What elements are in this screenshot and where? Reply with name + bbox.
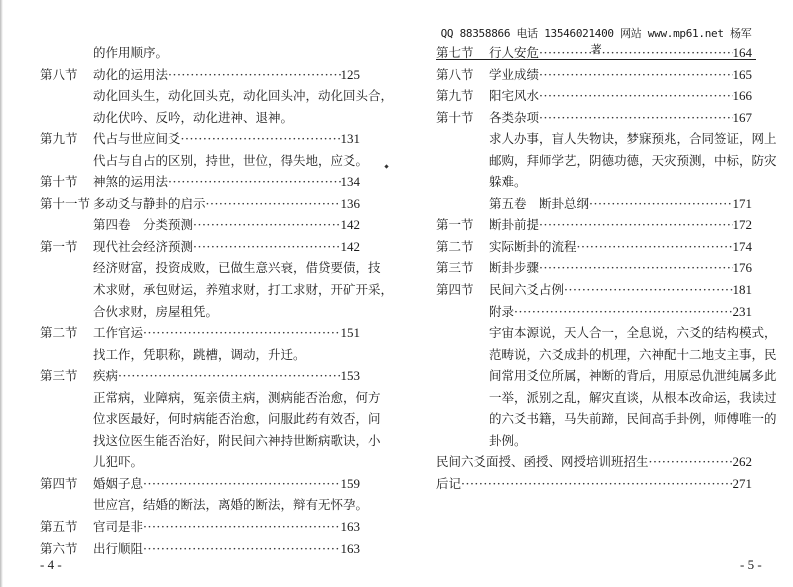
entry-description: 的六爻书籍，马失前蹄，民间高手卦例，师傅唯一的 (489, 411, 777, 427)
toc-entry[interactable] (436, 107, 752, 129)
entry-title: 第五卷 断卦总纲 (489, 195, 590, 211)
dot-leader (461, 473, 732, 495)
dot-leader (143, 516, 340, 538)
toc-entry[interactable] (436, 301, 752, 323)
entry-page-number: 131 (340, 131, 360, 147)
entry-page-number: 151 (340, 325, 360, 341)
section-label: 第六节 (40, 540, 78, 556)
entry-description: 儿犯吓。 (93, 454, 144, 470)
entry-page-number: 181 (732, 282, 752, 298)
entry-description: 世应宫，结婚的断法，离婚的断法，辩有无怀孕。 (93, 497, 369, 513)
toc-entry[interactable] (436, 64, 752, 86)
toc-list (40, 42, 394, 559)
entry-description: 邮购，拜师学艺，阴德功德，天灾预测，中标，防灾 (489, 152, 777, 168)
dot-leader (539, 257, 732, 279)
entry-description: 躲难。 (489, 174, 527, 190)
entry-title: 民间六爻占例 (489, 282, 565, 298)
toc-list (436, 42, 777, 494)
section-label: 第三节 (436, 260, 474, 276)
entry-page-number: 142 (340, 217, 360, 233)
dot-leader (589, 193, 732, 215)
entry-title: 断卦前提 (489, 217, 540, 233)
entry-description: 代占与自占的区别，持世，世位，得失地，应爻。 (93, 152, 369, 168)
entry-title: 各类杂项 (489, 109, 540, 125)
toc-entry[interactable] (40, 236, 360, 258)
entry-page-number: 231 (732, 303, 752, 319)
entry-description: 的作用顺序。 (93, 45, 169, 60)
entry-page-number: 134 (340, 174, 360, 190)
entry-title: 阳宅风水 (489, 88, 540, 104)
dot-leader (168, 171, 340, 193)
section-label: 第二节 (436, 238, 474, 254)
entry-title: 多动爻与静卦的启示 (93, 195, 206, 211)
right-page (400, 0, 793, 587)
dot-leader (193, 236, 340, 258)
entry-description: 动化回头生，动化回头克，动化回头冲，动化回头合， (93, 88, 394, 104)
entry-title: 断卦步骤 (489, 260, 540, 276)
entry-page-number: 174 (732, 238, 752, 254)
entry-title: 疾病 (93, 368, 119, 384)
entry-description: 卦例。 (489, 432, 527, 448)
entry-title: 出行顺阻 (93, 540, 144, 556)
toc-entry[interactable] (40, 538, 360, 560)
dot-leader (514, 301, 732, 323)
entry-title: 工作官运 (93, 325, 144, 341)
entry-page-number: 163 (340, 519, 360, 535)
entry-title: 后记 (436, 475, 462, 491)
entry-description: 宇宙本源说，天人合一，全息说，六爻的结构模式， (489, 325, 777, 341)
page-number: - 5 - (740, 557, 762, 572)
entry-title: 代占与世应间爻 (93, 131, 181, 147)
entry-page-number: 153 (340, 368, 360, 384)
dot-leader (539, 42, 732, 64)
section-label (40, 214, 93, 236)
section-label: 第五节 (40, 519, 78, 535)
dot-leader (564, 279, 732, 301)
entry-description: 范畴说，六爻成卦的机理，六神配十二地支主事，民 (489, 346, 777, 362)
section-label: 第一节 (40, 238, 78, 254)
entry-description: 找这位医生能否治好，附民间六神持世断病歌诀，小 (93, 432, 381, 448)
section-label (436, 301, 489, 323)
dot-leader (539, 107, 732, 129)
entry-description: 位求医最好，何时病能否治愈，问服此药有效否，问 (93, 411, 381, 427)
dot-leader (168, 64, 340, 86)
toc-entry[interactable] (40, 516, 360, 538)
toc-entry[interactable] (436, 473, 752, 495)
entry-title: 行人安危 (489, 45, 540, 60)
toc-entry[interactable] (436, 451, 752, 473)
entry-description: 一举，派别之乱，解灾直谈，从根本改命运，我读过 (489, 389, 777, 405)
entry-page-number: 125 (340, 66, 360, 82)
running-header: QQ 88358866 电话 13546021400 网站 www.mp61.net 杨军著 (436, 25, 756, 60)
entry-title: 婚姻子息 (93, 475, 144, 491)
entry-title: 附录 (489, 303, 515, 319)
toc-entry[interactable] (40, 473, 360, 495)
entry-title: 学业成绩 (489, 66, 540, 82)
toc-entry[interactable] (40, 64, 360, 86)
entry-page-number: 166 (732, 88, 752, 104)
dot-leader (181, 128, 341, 150)
entry-title: 实际断卦的流程 (489, 238, 577, 254)
section-label: 第九节 (436, 88, 474, 104)
entry-description: 间常用爻位所属，神断的背后，用原忌仇泄纯属多此 (489, 368, 777, 384)
entry-title: 官司是非 (93, 519, 144, 535)
entry-description: 合伙求财，房屋租凭。 (93, 303, 219, 319)
entry-page-number: 164 (732, 45, 752, 60)
section-label: 第二节 (40, 325, 78, 341)
section-label: 第十节 (40, 174, 78, 190)
entry-page-number: 163 (340, 540, 360, 556)
entry-page-number: 172 (732, 217, 752, 233)
toc-entry[interactable] (436, 85, 752, 107)
section-label: 第七节 (436, 45, 474, 60)
dot-leader (118, 365, 340, 387)
entry-page-number: 167 (732, 109, 752, 125)
entry-page-number: 271 (732, 475, 752, 491)
dot-leader (539, 85, 732, 107)
dot-leader (649, 451, 733, 473)
section-label: 第八节 (40, 66, 78, 82)
toc-entry[interactable] (40, 128, 360, 150)
section-label: 第四节 (40, 475, 78, 491)
section-label: 第九节 (40, 131, 78, 147)
entry-title: 动化的运用法 (93, 66, 169, 82)
entry-page-number: 142 (340, 238, 360, 254)
toc-entry[interactable] (40, 322, 360, 344)
dot-leader (206, 193, 341, 215)
entry-description: 经济财富，投资成败，已做生意兴衰，借贷要债，技 (93, 260, 381, 276)
toc-entry[interactable] (40, 214, 360, 236)
page-edge-shadow (0, 0, 3, 587)
toc-entry[interactable] (436, 236, 752, 258)
dot-leader (577, 236, 733, 258)
dot-leader (539, 214, 732, 236)
dot-leader (193, 214, 340, 236)
toc-entry[interactable] (40, 171, 360, 193)
entry-description: 正常病，业障病，冤亲债主病，测病能否治愈，何方 (93, 389, 381, 405)
toc-entry[interactable] (40, 193, 360, 215)
entry-title: 民间六爻面授、函授、网授培训班招生 (436, 454, 649, 470)
section-label: 第十一节 (40, 195, 91, 211)
toc-entry[interactable] (436, 193, 752, 215)
entry-description: 找工作，凭职称，跳槽，调动，升迁。 (93, 346, 306, 362)
entry-title: 第四卷 分类预测 (93, 217, 194, 233)
section-label: 第十节 (436, 109, 474, 125)
section-label: 第八节 (436, 66, 474, 82)
entry-description: 动化伏吟、反吟，动化进神、退神。 (93, 109, 294, 125)
entry-page-number: 159 (340, 475, 360, 491)
toc-entry[interactable] (436, 279, 752, 301)
section-label: 第一节 (436, 217, 474, 233)
toc-entry[interactable] (40, 365, 360, 387)
section-label: 第四节 (436, 282, 474, 298)
toc-entry[interactable] (436, 42, 752, 64)
entry-description: 求人办事，盲人失物诀，梦寐预兆，合同签证，网上 (489, 131, 777, 147)
entry-description: 术求财，承包财运，养殖求财，打工求财，开矿开采， (93, 282, 394, 298)
dot-leader (143, 538, 340, 560)
dot-leader (539, 64, 732, 86)
entry-page-number: 176 (732, 260, 752, 276)
dot-leader (143, 322, 340, 344)
toc-entry[interactable] (436, 257, 752, 279)
entry-title: 神煞的运用法 (93, 174, 169, 190)
entry-page-number: 171 (732, 195, 752, 211)
dot-leader (143, 473, 340, 495)
scan-speck (384, 164, 388, 168)
section-label: 第三节 (40, 368, 78, 384)
page-number: - 4 - (40, 557, 62, 572)
entry-title: 现代社会经济预测 (93, 238, 194, 254)
toc-entry[interactable] (436, 214, 752, 236)
entry-page-number: 165 (732, 66, 752, 82)
entry-page-number: 262 (732, 454, 752, 470)
entry-page-number: 136 (340, 195, 360, 211)
section-label (436, 193, 489, 215)
